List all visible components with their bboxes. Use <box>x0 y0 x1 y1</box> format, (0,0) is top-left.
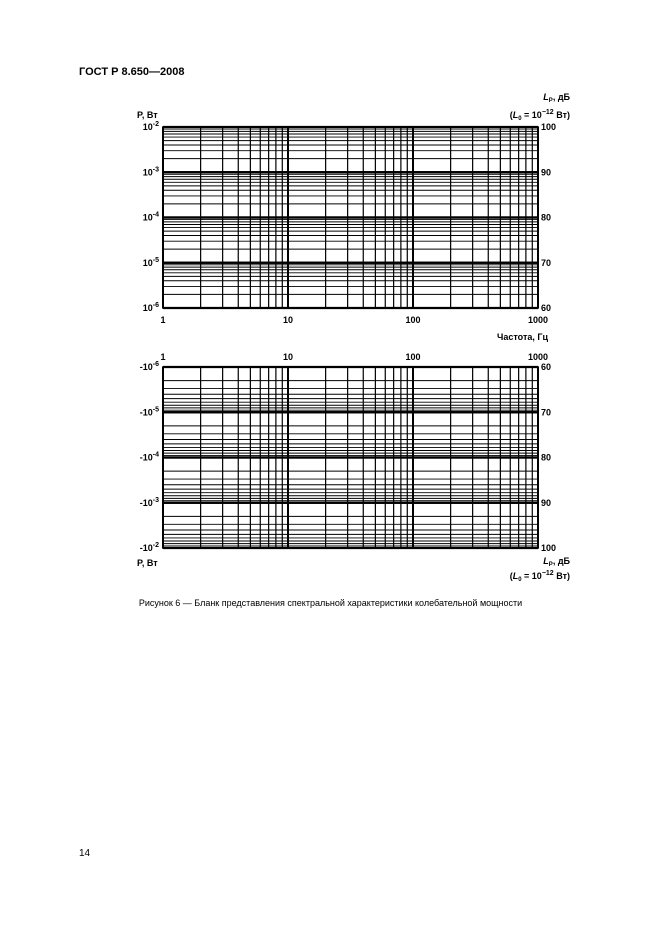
x-tick-label: 1000 <box>527 352 549 362</box>
left-tick-label: $10^{-5}$ <box>142 256 159 268</box>
left-tick-label: $-10^{-5}$ <box>139 406 159 418</box>
right-tick-label: 80 <box>541 212 552 223</box>
left-tick-label: $10^{-6}$ <box>142 302 159 313</box>
chart-1 <box>137 92 571 342</box>
x-tick-label: 1 <box>160 352 166 362</box>
x-tick-label: 1000 <box>527 315 549 325</box>
right-tick-label: 60 <box>541 303 552 313</box>
x-tick-label: 10 <box>282 352 294 362</box>
page-number: 14 <box>79 848 91 859</box>
right-tick-label: 100 <box>541 122 557 132</box>
left-axis-label: P, Вт <box>137 110 158 120</box>
x-axis-label: Частота, Гц <box>497 332 548 342</box>
x-tick-label: 1 <box>160 315 166 325</box>
right-tick-label: 70 <box>541 257 552 268</box>
left-tick-label: $-10^{-6}$ <box>139 361 159 372</box>
chart-2 <box>137 352 571 583</box>
left-tick-label: $-10^{-2}$ <box>139 542 159 553</box>
right-axis-label: $L_P$, дБ <box>543 556 570 568</box>
right-tick-label: 70 <box>541 407 552 418</box>
right-tick-label: 80 <box>541 452 552 463</box>
left-tick-label: $10^{-2}$ <box>142 121 159 132</box>
figure-caption: Рисунок 6 — Бланк представления спектральной характеристики колебательной мощности <box>138 598 523 608</box>
reference-level-label: ($L_0 = 10^{-12}$ Вт) <box>509 109 570 122</box>
right-tick-label: 60 <box>541 362 552 372</box>
x-tick-label: 10 <box>282 315 294 325</box>
document-code: ГОСТ Р 8.650—2008 <box>79 66 185 78</box>
right-tick-label: 100 <box>541 543 557 553</box>
right-axis-label: $L_P$, дБ <box>543 92 570 104</box>
left-tick-label: $-10^{-4}$ <box>139 451 159 463</box>
x-tick-label: 100 <box>405 352 421 362</box>
right-tick-label: 90 <box>541 497 552 508</box>
right-tick-label: 90 <box>541 167 552 178</box>
left-axis-label: P, Вт <box>137 558 158 568</box>
x-tick-label: 100 <box>405 315 421 325</box>
left-tick-label: $10^{-3}$ <box>142 166 159 178</box>
left-tick-label: $10^{-4}$ <box>142 211 159 223</box>
reference-level-label: ($L_0 = 10^{-12}$ Вт) <box>509 570 570 583</box>
left-tick-label: $-10^{-3}$ <box>139 496 159 508</box>
